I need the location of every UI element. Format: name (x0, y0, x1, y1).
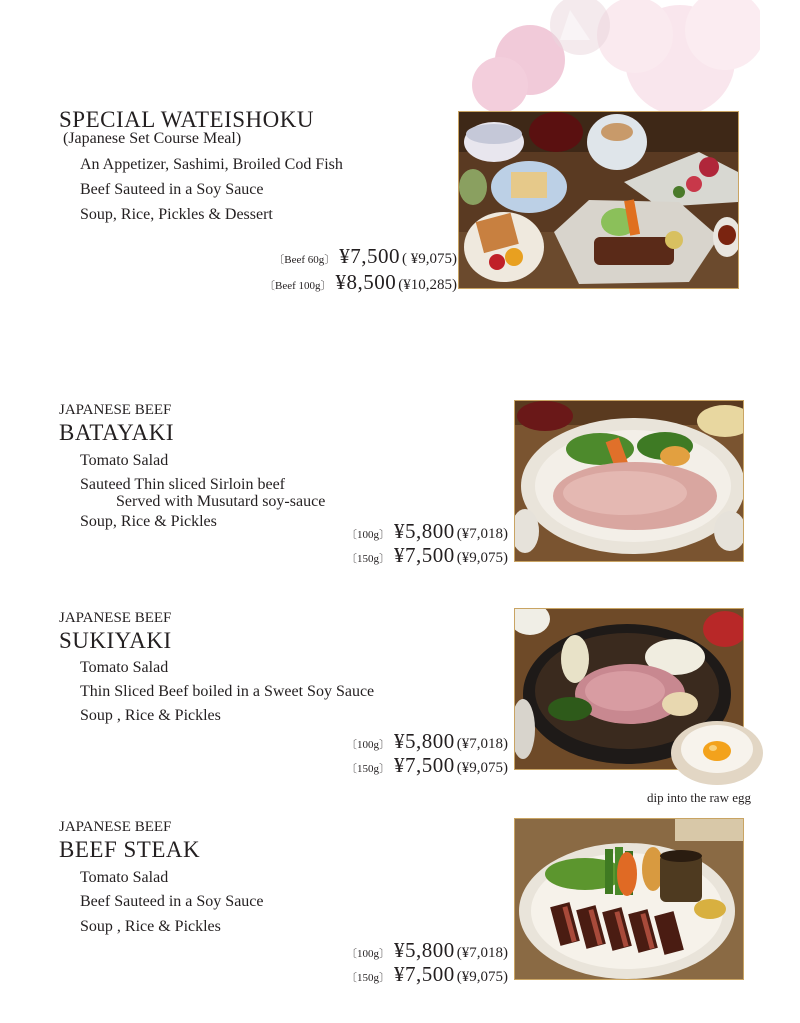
price-with-tax: (¥7,018) (456, 736, 508, 752)
price-row (346, 729, 508, 754)
raw-egg-caption: dip into the raw egg (647, 790, 751, 805)
wateishoku-subtitle: (Japanese Set Course Meal) (63, 130, 242, 147)
portion-label: 〔100g〕 (346, 739, 390, 751)
batayaki-title: BATAYAKI (59, 420, 175, 445)
price-row (346, 519, 508, 544)
steak-title: BEEF STEAK (59, 837, 201, 862)
menu-item: Soup, Rice & Pickles (80, 513, 217, 530)
price-row (346, 962, 508, 987)
sukiyaki-kicker: JAPANESE BEEF (59, 610, 172, 626)
menu-item: Beef Sauteed in a Soy Sauce (80, 181, 264, 198)
raw-egg-bowl (668, 715, 766, 787)
wateishoku-photo (458, 111, 739, 289)
price-with-tax: (¥9,075) (456, 760, 508, 776)
menu-item: Beef Sauteed in a Soy Sauce (80, 893, 264, 910)
portion-label: 〔Beef 60g〕 (273, 254, 336, 266)
portion-label: 〔Beef 100g〕 (263, 280, 332, 292)
menu-item: An Appetizer, Sashimi, Broiled Cod Fish (80, 156, 343, 173)
batayaki-kicker: JAPANESE BEEF (59, 402, 172, 418)
portion-label: 〔150g〕 (346, 763, 390, 775)
steak-photo (514, 818, 744, 980)
menu-item: Soup , Rice & Pickles (80, 918, 221, 935)
price-row (346, 938, 508, 963)
portion-label: 〔150g〕 (346, 553, 390, 565)
price-with-tax: ( ¥9,075) (402, 251, 457, 267)
price-with-tax: (¥10,285) (398, 277, 457, 293)
price: ¥5,800 (394, 519, 455, 543)
menu-item: Sauteed Thin sliced Sirloin beef (80, 476, 285, 493)
price-with-tax: (¥9,075) (456, 550, 508, 566)
sukiyaki-title: SUKIYAKI (59, 628, 172, 653)
price-row (346, 543, 508, 568)
price-row (273, 244, 457, 269)
menu-item: Served with Musutard soy-sauce (116, 493, 326, 510)
price: ¥8,500 (335, 270, 397, 294)
price-with-tax: (¥9,075) (456, 969, 508, 985)
menu-item: Soup , Rice & Pickles (80, 707, 221, 724)
portion-label: 〔150g〕 (346, 972, 390, 984)
wateishoku-title: SPECIAL WATEISHOKU (59, 107, 314, 132)
portion-label: 〔100g〕 (346, 948, 390, 960)
price: ¥7,500 (394, 753, 455, 777)
price: ¥5,800 (394, 729, 455, 753)
portion-label: 〔100g〕 (346, 529, 390, 541)
steak-kicker: JAPANESE BEEF (59, 819, 172, 835)
price: ¥7,500 (394, 543, 455, 567)
price-row (264, 270, 457, 295)
price-with-tax: (¥7,018) (456, 945, 508, 961)
menu-item: Soup, Rice, Pickles & Dessert (80, 206, 273, 223)
price: ¥5,800 (394, 938, 455, 962)
plum-blossom-decoration (470, 0, 760, 120)
batayaki-photo (514, 400, 744, 562)
menu-item: Tomato Salad (80, 452, 169, 469)
price: ¥7,500 (394, 962, 455, 986)
menu-item: Thin Sliced Beef boiled in a Sweet Soy Sauce (80, 683, 375, 700)
price-row (346, 753, 508, 778)
price-with-tax: (¥7,018) (456, 526, 508, 542)
price: ¥7,500 (339, 244, 400, 268)
menu-item: Tomato Salad (80, 659, 169, 676)
menu-item: Tomato Salad (80, 869, 169, 886)
